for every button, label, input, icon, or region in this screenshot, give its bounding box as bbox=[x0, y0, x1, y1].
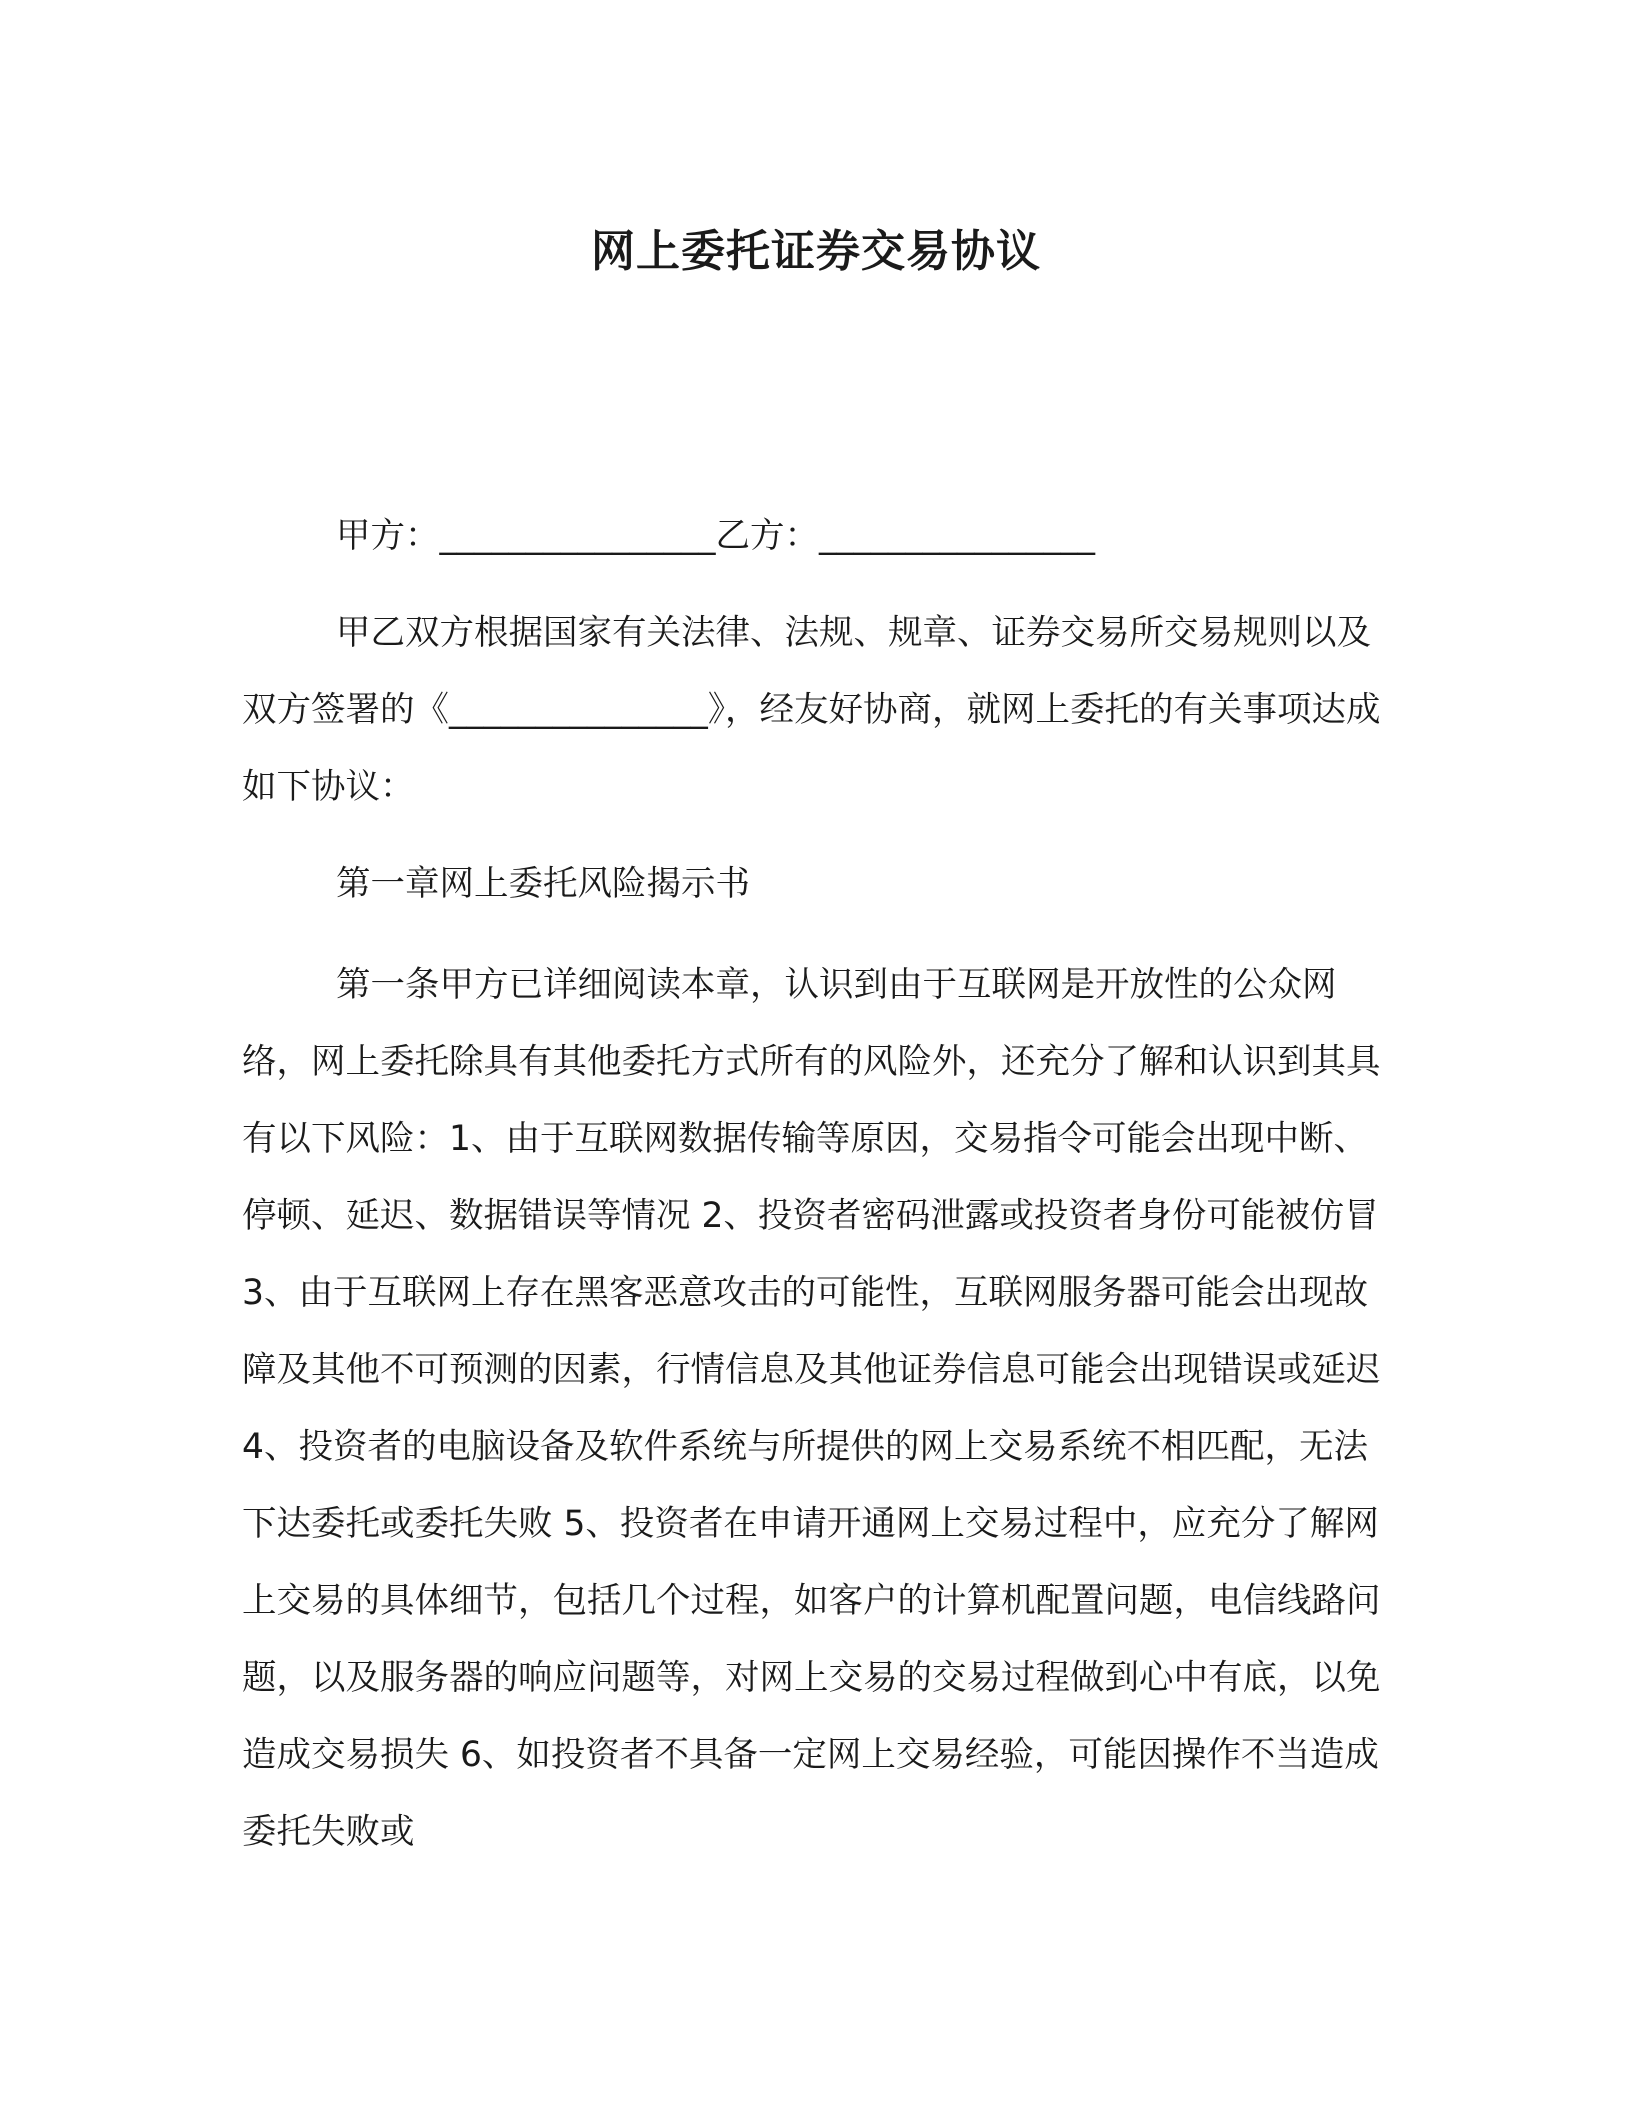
document-body bbox=[242, 498, 1392, 1871]
article-paragraph: 第一条甲方已详细阅读本章，认识到由于互联网是开放性的公众网络，网上委托除具有其他委托方式所有的风险外，还充分了解和认识到其具有以下风险：1、由于互联网数据传输等原因，交易指令可能会出现中断、停顿、延迟、数据错误等情况 2、投资者密码泄露或投资者身份可能被仿冒 3、由于互联网上存在黑客恶意攻击的可能性，互联网服务器可能会出现故障及其他不可预测的因素，行情信息及其他证券信息可能会出现错误或延迟 4、投资者的电脑设备及软件系统与所提供的网上交易系统不相匹配，无法下达委托或委托失败 5、投资者在申请开通网上交易过程中，应充分了解网上交易的具体细节，包括几个过程，如客户的计算机配置问题，电信线路问题，以及服务器的响应问题等，对网上交易的交易过程做到心中有底，以免造成交易损失 6、如投资者不具备一定网上交易经验，可能因操作不当造成委托失败或 bbox=[242, 965, 1381, 1852]
preamble-paragraph: 甲乙双方根据国家有关法律、法规、规章、证券交易所交易规则以及双方签署的《_______________》，经友好协商，就网上委托的有关事项达成如下协议： bbox=[242, 613, 1381, 807]
parties-line: 甲方：________________乙方：________________ bbox=[336, 516, 1095, 556]
document-title: 网上委托证券交易协议 bbox=[591, 226, 1041, 277]
chapter-heading: 第一章网上委托风险揭示书 bbox=[336, 864, 750, 904]
